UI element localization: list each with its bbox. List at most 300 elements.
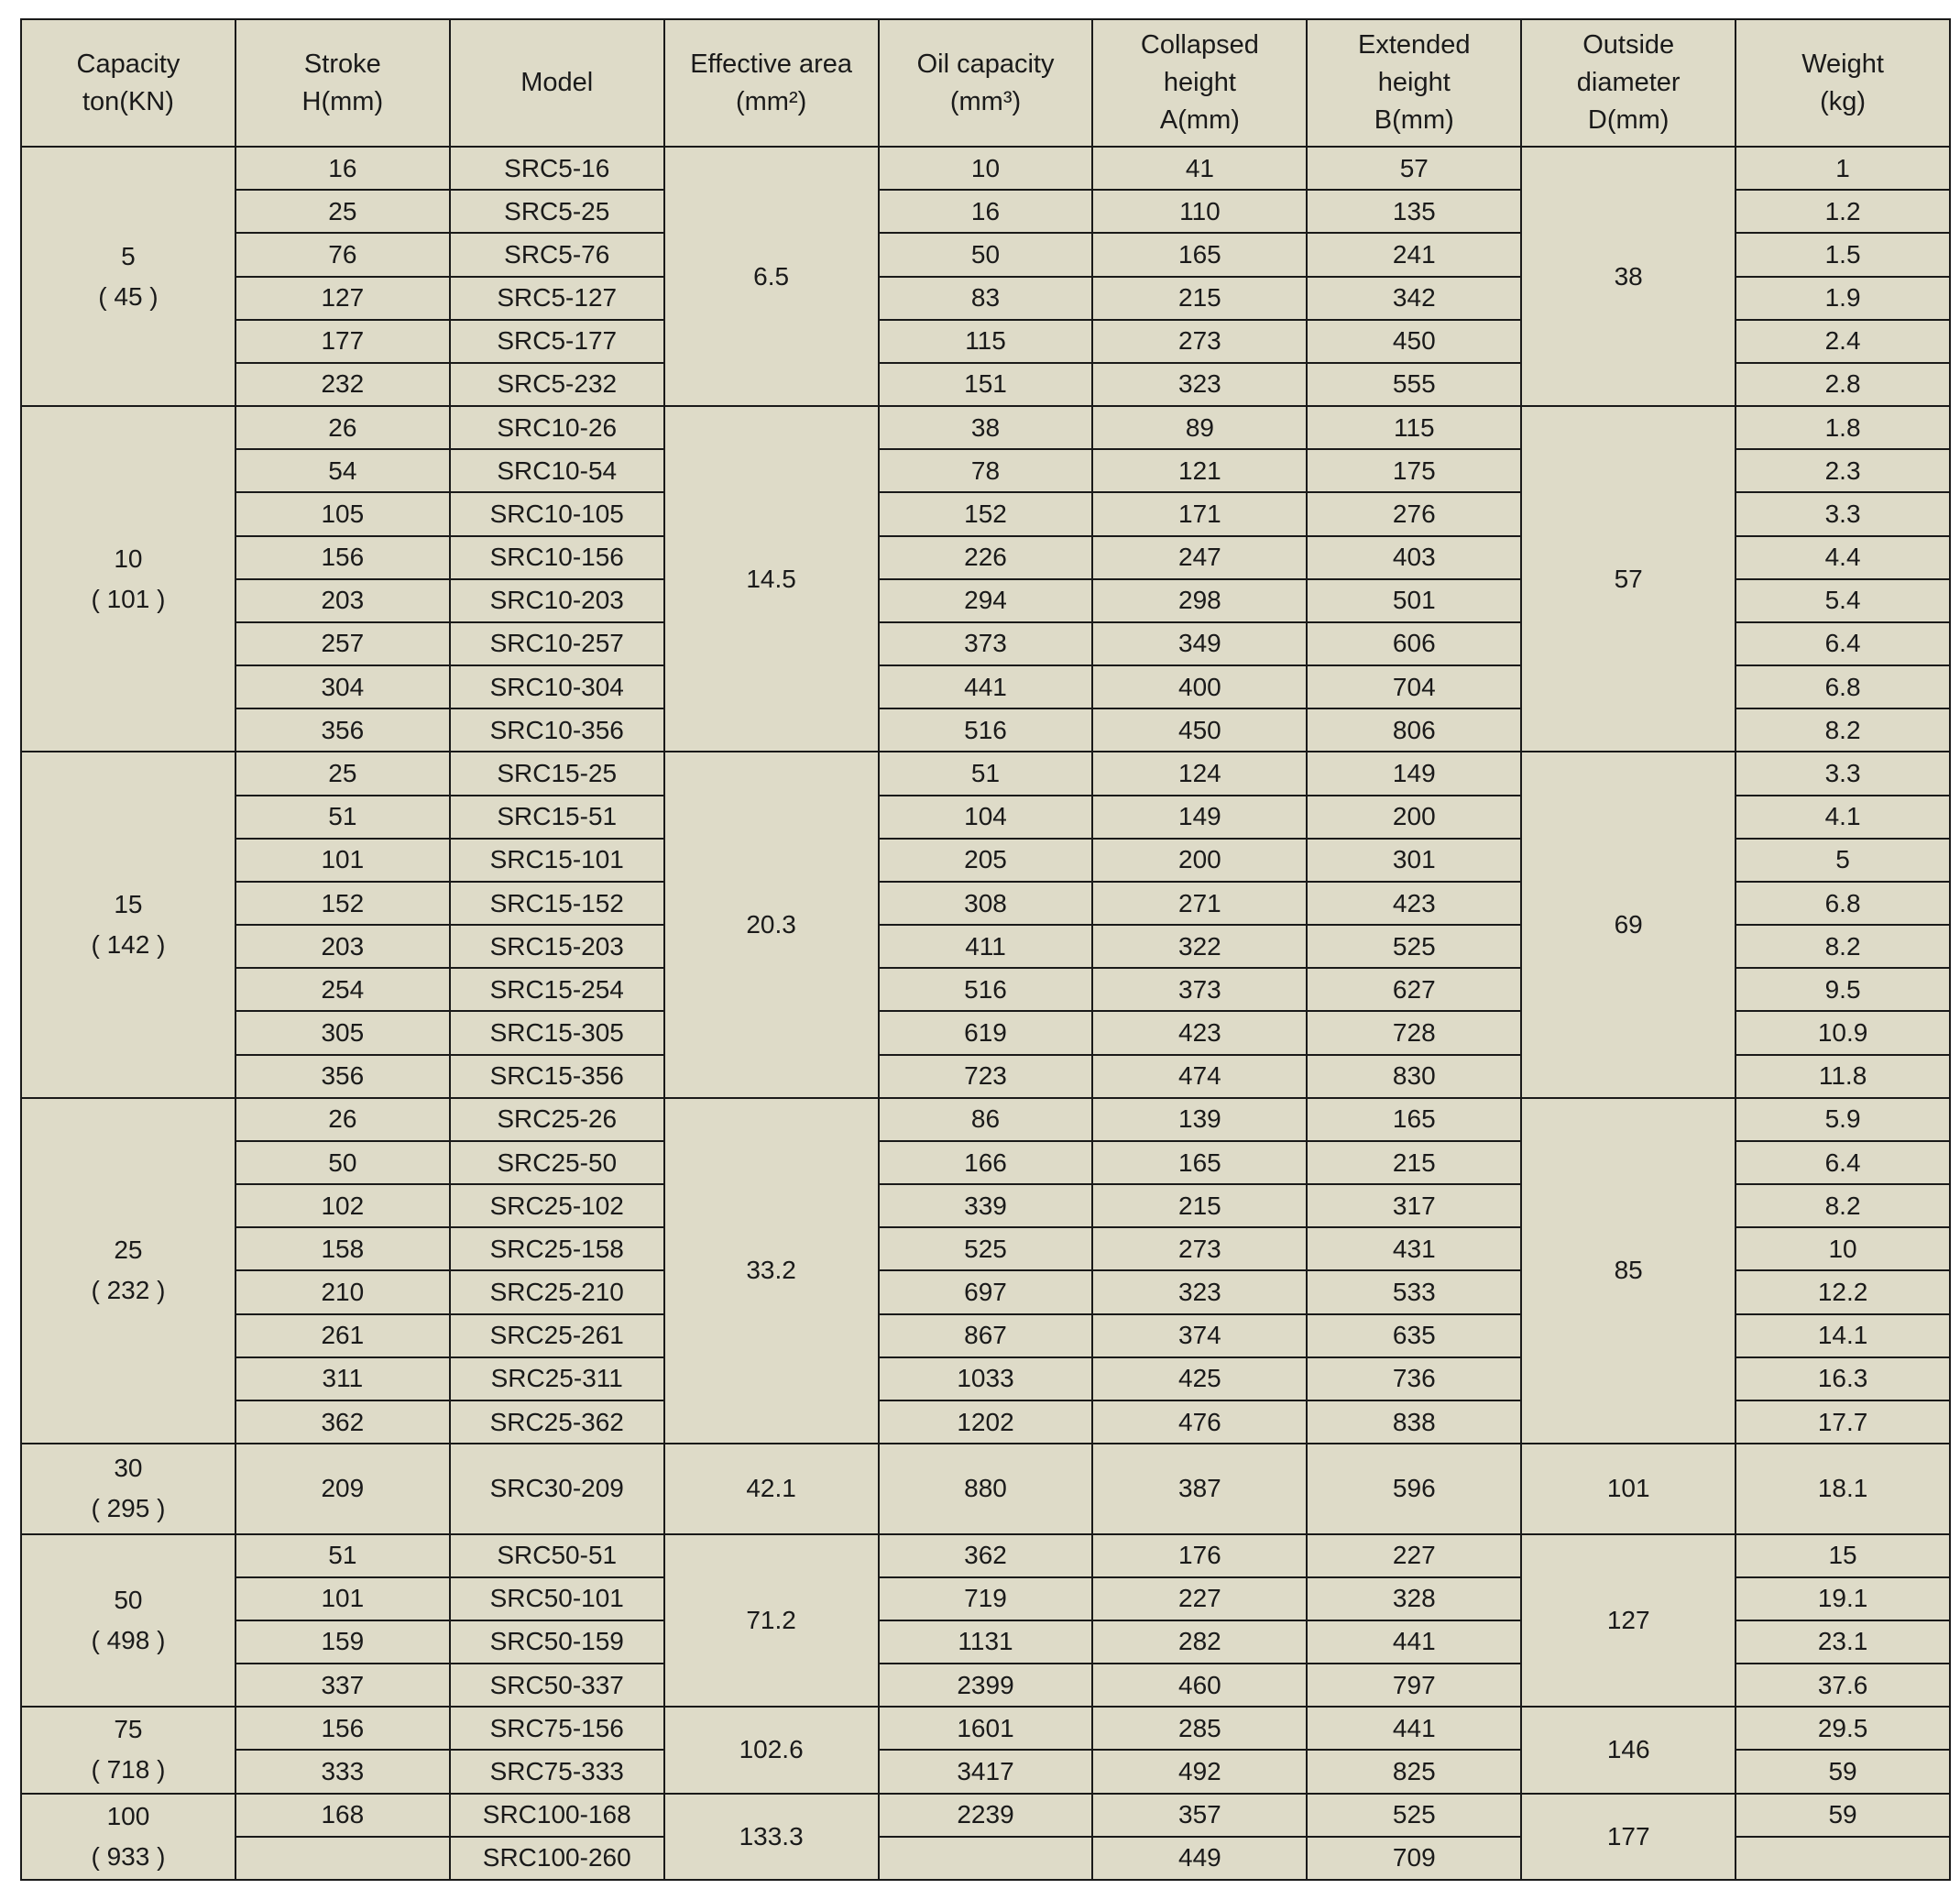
collapsed-height-cell: 298 <box>1092 579 1307 622</box>
capacity-kn: ( 933 ) <box>91 1841 166 1871</box>
extended-height-cell: 342 <box>1307 277 1521 320</box>
weight-cell: 3.3 <box>1736 752 1950 795</box>
header-label-line: Extended <box>1358 30 1471 60</box>
model-cell: SRC25-362 <box>450 1400 664 1444</box>
oil-capacity-cell: 294 <box>879 579 1093 622</box>
table-row <box>21 406 1950 449</box>
stroke-cell: 210 <box>235 1270 450 1313</box>
capacity-kn: ( 101 ) <box>91 584 166 613</box>
stroke-cell: 54 <box>235 449 450 492</box>
collapsed-height-cell: 165 <box>1092 233 1307 276</box>
collapsed-height-cell: 323 <box>1092 363 1307 406</box>
stroke-cell: 50 <box>235 1141 450 1184</box>
capacity-kn: ( 718 ) <box>91 1755 166 1785</box>
stroke-cell: 26 <box>235 1098 450 1141</box>
oil-capacity-cell: 115 <box>879 320 1093 363</box>
weight-cell: 12.2 <box>1736 1270 1950 1313</box>
extended-height-cell: 635 <box>1307 1314 1521 1357</box>
collapsed-height-cell: 121 <box>1092 449 1307 492</box>
oil-capacity-cell: 441 <box>879 665 1093 708</box>
weight-cell: 15 <box>1736 1534 1950 1577</box>
weight-cell: 59 <box>1736 1750 1950 1793</box>
model-header <box>450 19 664 147</box>
outside-diameter-header <box>1521 19 1736 147</box>
stroke-cell: 16 <box>235 147 450 190</box>
stroke-cell: 177 <box>235 320 450 363</box>
model-cell: SRC100-260 <box>450 1837 664 1880</box>
model-cell: SRC25-102 <box>450 1184 664 1227</box>
model-cell: SRC25-261 <box>450 1314 664 1357</box>
model-cell: SRC50-51 <box>450 1534 664 1577</box>
model-cell: SRC5-232 <box>450 363 664 406</box>
capacity-cell <box>21 1707 235 1793</box>
capacity-ton: 30 <box>114 1454 143 1483</box>
stroke-cell: 156 <box>235 1707 450 1750</box>
outside-diameter-cell: 127 <box>1521 1534 1736 1708</box>
header-label-line: Stroke <box>303 49 381 79</box>
weight-cell: 37.6 <box>1736 1664 1950 1707</box>
oil-capacity-cell: 339 <box>879 1184 1093 1227</box>
oil-capacity-cell: 104 <box>879 796 1093 839</box>
model-cell: SRC15-51 <box>450 796 664 839</box>
extended-height-cell: 450 <box>1307 320 1521 363</box>
model-cell: SRC10-257 <box>450 622 664 665</box>
header-label-line: H(mm) <box>301 86 384 116</box>
collapsed-height-cell: 171 <box>1092 492 1307 535</box>
effective-area-cell: 42.1 <box>664 1444 879 1533</box>
effective-area-cell: 102.6 <box>664 1707 879 1793</box>
capacity-ton: 25 <box>114 1236 143 1265</box>
outside-diameter-cell: 177 <box>1521 1794 1736 1880</box>
model-cell: SRC15-254 <box>450 968 664 1011</box>
model-cell: SRC15-101 <box>450 839 664 882</box>
table-row <box>21 1444 1950 1533</box>
table-row <box>21 1534 1950 1577</box>
model-cell: SRC15-25 <box>450 752 664 795</box>
stroke-cell: 305 <box>235 1011 450 1054</box>
collapsed-height-cell: 247 <box>1092 536 1307 579</box>
stroke-cell: 76 <box>235 233 450 276</box>
capacity-cell <box>21 752 235 1097</box>
model-cell: SRC25-26 <box>450 1098 664 1141</box>
oil-capacity-cell: 867 <box>879 1314 1093 1357</box>
header-label-line: Outside <box>1582 30 1675 60</box>
oil-capacity-cell: 697 <box>879 1270 1093 1313</box>
extended-height-cell: 525 <box>1307 1794 1521 1837</box>
header-label-line: Model <box>520 68 594 97</box>
oil-capacity-cell: 38 <box>879 406 1093 449</box>
outside-diameter-cell: 38 <box>1521 147 1736 406</box>
model-cell: SRC25-210 <box>450 1270 664 1313</box>
extended-height-cell: 441 <box>1307 1707 1521 1750</box>
extended-height-cell: 797 <box>1307 1664 1521 1707</box>
capacity-kn: ( 295 ) <box>91 1494 166 1523</box>
header-label-line: Weight <box>1801 49 1884 79</box>
collapsed-height-cell: 227 <box>1092 1577 1307 1620</box>
effective-area-cell: 33.2 <box>664 1098 879 1444</box>
model-cell: SRC15-305 <box>450 1011 664 1054</box>
oil-capacity-cell: 1202 <box>879 1400 1093 1444</box>
header-label-line: B(mm) <box>1374 105 1454 135</box>
outside-diameter-cell: 85 <box>1521 1098 1736 1444</box>
extended-height-cell: 317 <box>1307 1184 1521 1227</box>
capacity-cell <box>21 406 235 752</box>
collapsed-height-cell: 139 <box>1092 1098 1307 1141</box>
capacity-ton: 10 <box>114 544 143 573</box>
extended-height-cell: 441 <box>1307 1620 1521 1664</box>
capacity-ton: 100 <box>106 1801 150 1830</box>
weight-cell: 16.3 <box>1736 1357 1950 1400</box>
table-row <box>21 1098 1950 1141</box>
extended-height-cell: 709 <box>1307 1837 1521 1880</box>
collapsed-height-cell: 110 <box>1092 190 1307 233</box>
collapsed-height-cell: 200 <box>1092 839 1307 882</box>
collapsed-height-cell: 357 <box>1092 1794 1307 1837</box>
oil-capacity-cell: 516 <box>879 708 1093 752</box>
capacity-kn: ( 232 ) <box>91 1276 166 1305</box>
model-cell: SRC5-16 <box>450 147 664 190</box>
extended-height-cell: 728 <box>1307 1011 1521 1054</box>
oil-capacity-cell: 2399 <box>879 1664 1093 1707</box>
stroke-cell: 51 <box>235 796 450 839</box>
stroke-cell: 362 <box>235 1400 450 1444</box>
weight-cell: 10.9 <box>1736 1011 1950 1054</box>
oil-capacity-cell: 151 <box>879 363 1093 406</box>
oil-capacity-cell: 2239 <box>879 1794 1093 1837</box>
extended-height-cell: 838 <box>1307 1400 1521 1444</box>
oil-capacity-cell: 1131 <box>879 1620 1093 1664</box>
oil-capacity-cell: 3417 <box>879 1750 1093 1793</box>
weight-cell: 6.4 <box>1736 1141 1950 1184</box>
extended-height-cell: 301 <box>1307 839 1521 882</box>
model-cell: SRC15-152 <box>450 882 664 925</box>
stroke-cell: 261 <box>235 1314 450 1357</box>
capacity-ton: 5 <box>121 241 136 270</box>
collapsed-height-cell: 273 <box>1092 320 1307 363</box>
model-cell: SRC25-311 <box>450 1357 664 1400</box>
weight-cell <box>1736 1837 1950 1880</box>
model-cell: SRC50-101 <box>450 1577 664 1620</box>
extended-height-cell: 431 <box>1307 1227 1521 1270</box>
outside-diameter-cell: 57 <box>1521 406 1736 752</box>
stroke-cell: 159 <box>235 1620 450 1664</box>
oil-capacity-cell: 723 <box>879 1055 1093 1098</box>
weight-cell: 17.7 <box>1736 1400 1950 1444</box>
oil-capacity-cell: 525 <box>879 1227 1093 1270</box>
capacity-ton: 15 <box>114 890 143 919</box>
weight-cell: 10 <box>1736 1227 1950 1270</box>
header-label-line: Effective area <box>690 49 853 79</box>
effective-area-cell: 133.3 <box>664 1794 879 1880</box>
extended-height-cell: 806 <box>1307 708 1521 752</box>
extended-height-cell: 830 <box>1307 1055 1521 1098</box>
oil-capacity-cell: 50 <box>879 233 1093 276</box>
model-cell: SRC5-127 <box>450 277 664 320</box>
collapsed-height-cell: 271 <box>1092 882 1307 925</box>
header-label-line: Oil capacity <box>916 49 1055 79</box>
table-row <box>21 1707 1950 1750</box>
weight-cell: 2.4 <box>1736 320 1950 363</box>
collapsed-height-cell: 89 <box>1092 406 1307 449</box>
stroke-cell: 101 <box>235 839 450 882</box>
header-label-line: (kg) <box>1820 86 1867 116</box>
header-label-line: A(mm) <box>1159 105 1240 135</box>
stroke-cell: 156 <box>235 536 450 579</box>
weight-cell: 23.1 <box>1736 1620 1950 1664</box>
weight-cell: 59 <box>1736 1794 1950 1837</box>
stroke-cell: 102 <box>235 1184 450 1227</box>
header-label-line: Capacity <box>76 49 181 79</box>
collapsed-height-cell: 215 <box>1092 277 1307 320</box>
stroke-cell: 209 <box>235 1444 450 1533</box>
capacity-cell <box>21 1098 235 1444</box>
collapsed-height-cell: 323 <box>1092 1270 1307 1313</box>
oil-capacity-cell: 619 <box>879 1011 1093 1054</box>
oil-capacity-cell: 308 <box>879 882 1093 925</box>
extended-height-cell: 165 <box>1307 1098 1521 1141</box>
stroke-cell: 203 <box>235 925 450 968</box>
extended-height-cell: 555 <box>1307 363 1521 406</box>
model-cell: SRC25-50 <box>450 1141 664 1184</box>
header-label-line: ton(KN) <box>82 86 174 116</box>
oil-capacity-cell: 83 <box>879 277 1093 320</box>
model-cell: SRC5-76 <box>450 233 664 276</box>
outside-diameter-cell: 69 <box>1521 752 1736 1097</box>
weight-cell: 8.2 <box>1736 1184 1950 1227</box>
collapsed-height-cell: 450 <box>1092 708 1307 752</box>
stroke-cell: 152 <box>235 882 450 925</box>
weight-cell: 9.5 <box>1736 968 1950 1011</box>
stroke-cell: 105 <box>235 492 450 535</box>
oil-capacity-cell: 166 <box>879 1141 1093 1184</box>
model-cell: SRC30-209 <box>450 1444 664 1533</box>
model-cell: SRC10-203 <box>450 579 664 622</box>
oil-capacity-cell: 78 <box>879 449 1093 492</box>
weight-cell: 1.9 <box>1736 277 1950 320</box>
capacity-kn: ( 498 ) <box>91 1625 166 1654</box>
weight-cell: 6.8 <box>1736 665 1950 708</box>
extended-height-header <box>1307 19 1521 147</box>
extended-height-cell: 115 <box>1307 406 1521 449</box>
weight-cell: 8.2 <box>1736 708 1950 752</box>
header-label-line: diameter <box>1576 68 1681 97</box>
oil-capacity-cell <box>879 1837 1093 1880</box>
capacity-cell <box>21 1794 235 1880</box>
oil-capacity-cell: 880 <box>879 1444 1093 1533</box>
weight-cell: 14.1 <box>1736 1314 1950 1357</box>
model-cell: SRC15-356 <box>450 1055 664 1098</box>
stroke-cell: 51 <box>235 1534 450 1577</box>
weight-cell: 5.4 <box>1736 579 1950 622</box>
oil-capacity-cell: 373 <box>879 622 1093 665</box>
oil-capacity-cell: 51 <box>879 752 1093 795</box>
stroke-cell: 101 <box>235 1577 450 1620</box>
weight-cell: 6.8 <box>1736 882 1950 925</box>
oil-capacity-cell: 152 <box>879 492 1093 535</box>
model-cell: SRC10-26 <box>450 406 664 449</box>
model-cell: SRC10-105 <box>450 492 664 535</box>
stroke-cell: 25 <box>235 752 450 795</box>
extended-height-cell: 736 <box>1307 1357 1521 1400</box>
collapsed-height-cell: 449 <box>1092 1837 1307 1880</box>
oil-capacity-cell: 226 <box>879 536 1093 579</box>
collapsed-height-cell: 215 <box>1092 1184 1307 1227</box>
table-row <box>21 752 1950 795</box>
extended-height-cell: 328 <box>1307 1577 1521 1620</box>
model-cell: SRC15-203 <box>450 925 664 968</box>
collapsed-height-cell: 373 <box>1092 968 1307 1011</box>
stroke-cell: 168 <box>235 1794 450 1837</box>
capacity-ton: 50 <box>114 1585 143 1614</box>
stroke-cell: 304 <box>235 665 450 708</box>
extended-height-cell: 135 <box>1307 190 1521 233</box>
model-cell: SRC10-54 <box>450 449 664 492</box>
weight-cell: 19.1 <box>1736 1577 1950 1620</box>
collapsed-height-cell: 400 <box>1092 665 1307 708</box>
effective-area-cell: 14.5 <box>664 406 879 752</box>
extended-height-cell: 227 <box>1307 1534 1521 1577</box>
weight-header <box>1736 19 1950 147</box>
weight-cell: 5 <box>1736 839 1950 882</box>
extended-height-cell: 627 <box>1307 968 1521 1011</box>
model-cell: SRC10-304 <box>450 665 664 708</box>
collapsed-height-cell: 425 <box>1092 1357 1307 1400</box>
capacity-kn: ( 142 ) <box>91 930 166 960</box>
table-body <box>21 147 1950 1880</box>
stroke-cell: 356 <box>235 1055 450 1098</box>
capacity-cell <box>21 147 235 406</box>
model-cell: SRC75-156 <box>450 1707 664 1750</box>
model-cell: SRC5-177 <box>450 320 664 363</box>
stroke-cell: 26 <box>235 406 450 449</box>
table-row <box>21 1794 1950 1837</box>
model-cell: SRC75-333 <box>450 1750 664 1793</box>
model-cell: SRC25-158 <box>450 1227 664 1270</box>
model-cell: SRC100-168 <box>450 1794 664 1837</box>
collapsed-height-cell: 176 <box>1092 1534 1307 1577</box>
weight-cell: 1 <box>1736 147 1950 190</box>
oil-capacity-cell: 411 <box>879 925 1093 968</box>
collapsed-height-cell: 349 <box>1092 622 1307 665</box>
extended-height-cell: 606 <box>1307 622 1521 665</box>
weight-cell: 4.1 <box>1736 796 1950 839</box>
capacity-header <box>21 19 235 147</box>
extended-height-cell: 423 <box>1307 882 1521 925</box>
weight-cell: 6.4 <box>1736 622 1950 665</box>
weight-cell: 2.3 <box>1736 449 1950 492</box>
weight-cell: 18.1 <box>1736 1444 1950 1533</box>
oil-capacity-header <box>879 19 1093 147</box>
collapsed-height-cell: 423 <box>1092 1011 1307 1054</box>
oil-capacity-cell: 516 <box>879 968 1093 1011</box>
collapsed-height-cell: 273 <box>1092 1227 1307 1270</box>
collapsed-height-cell: 476 <box>1092 1400 1307 1444</box>
capacity-ton: 75 <box>114 1715 143 1744</box>
weight-cell: 2.8 <box>1736 363 1950 406</box>
weight-cell: 1.5 <box>1736 233 1950 276</box>
stroke-cell: 203 <box>235 579 450 622</box>
effective-area-cell: 71.2 <box>664 1534 879 1708</box>
weight-cell: 8.2 <box>1736 925 1950 968</box>
extended-height-cell: 215 <box>1307 1141 1521 1184</box>
header-label-line: height <box>1163 68 1236 97</box>
stroke-cell <box>235 1837 450 1880</box>
collapsed-height-cell: 41 <box>1092 147 1307 190</box>
header-label-line: (mm²) <box>735 86 807 116</box>
weight-cell: 29.5 <box>1736 1707 1950 1750</box>
oil-capacity-cell: 1033 <box>879 1357 1093 1400</box>
model-cell: SRC10-356 <box>450 708 664 752</box>
oil-capacity-cell: 362 <box>879 1534 1093 1577</box>
header-label-line: D(mm) <box>1587 105 1670 135</box>
collapsed-height-cell: 460 <box>1092 1664 1307 1707</box>
capacity-cell <box>21 1534 235 1708</box>
oil-capacity-cell: 719 <box>879 1577 1093 1620</box>
extended-height-cell: 501 <box>1307 579 1521 622</box>
model-cell: SRC5-25 <box>450 190 664 233</box>
effective-area-cell: 20.3 <box>664 752 879 1097</box>
stroke-cell: 257 <box>235 622 450 665</box>
stroke-cell: 333 <box>235 1750 450 1793</box>
oil-capacity-cell: 10 <box>879 147 1093 190</box>
stroke-cell: 254 <box>235 968 450 1011</box>
collapsed-height-cell: 149 <box>1092 796 1307 839</box>
weight-cell: 4.4 <box>1736 536 1950 579</box>
table-row <box>21 147 1950 190</box>
oil-capacity-cell: 16 <box>879 190 1093 233</box>
capacity-kn: ( 45 ) <box>98 281 159 311</box>
stroke-cell: 25 <box>235 190 450 233</box>
collapsed-height-cell: 492 <box>1092 1750 1307 1793</box>
weight-cell: 1.8 <box>1736 406 1950 449</box>
stroke-cell: 311 <box>235 1357 450 1400</box>
spec-table <box>20 18 1951 1881</box>
outside-diameter-cell: 146 <box>1521 1707 1736 1793</box>
extended-height-cell: 276 <box>1307 492 1521 535</box>
weight-cell: 1.2 <box>1736 190 1950 233</box>
header-label-line: Collapsed <box>1140 30 1259 60</box>
stroke-header <box>235 19 450 147</box>
oil-capacity-cell: 205 <box>879 839 1093 882</box>
extended-height-cell: 149 <box>1307 752 1521 795</box>
collapsed-height-cell: 322 <box>1092 925 1307 968</box>
collapsed-height-cell: 282 <box>1092 1620 1307 1664</box>
stroke-cell: 356 <box>235 708 450 752</box>
header-row <box>21 19 1950 147</box>
stroke-cell: 232 <box>235 363 450 406</box>
model-cell: SRC50-337 <box>450 1664 664 1707</box>
model-cell: SRC10-156 <box>450 536 664 579</box>
extended-height-cell: 533 <box>1307 1270 1521 1313</box>
collapsed-height-cell: 374 <box>1092 1314 1307 1357</box>
weight-cell: 11.8 <box>1736 1055 1950 1098</box>
stroke-cell: 158 <box>235 1227 450 1270</box>
effective-area-header <box>664 19 879 147</box>
outside-diameter-cell: 101 <box>1521 1444 1736 1533</box>
oil-capacity-cell: 1601 <box>879 1707 1093 1750</box>
collapsed-height-cell: 285 <box>1092 1707 1307 1750</box>
extended-height-cell: 525 <box>1307 925 1521 968</box>
extended-height-cell: 403 <box>1307 536 1521 579</box>
extended-height-cell: 175 <box>1307 449 1521 492</box>
collapsed-height-cell: 124 <box>1092 752 1307 795</box>
stroke-cell: 337 <box>235 1664 450 1707</box>
collapsed-height-cell: 474 <box>1092 1055 1307 1098</box>
extended-height-cell: 57 <box>1307 147 1521 190</box>
extended-height-cell: 241 <box>1307 233 1521 276</box>
capacity-cell <box>21 1444 235 1533</box>
extended-height-cell: 200 <box>1307 796 1521 839</box>
